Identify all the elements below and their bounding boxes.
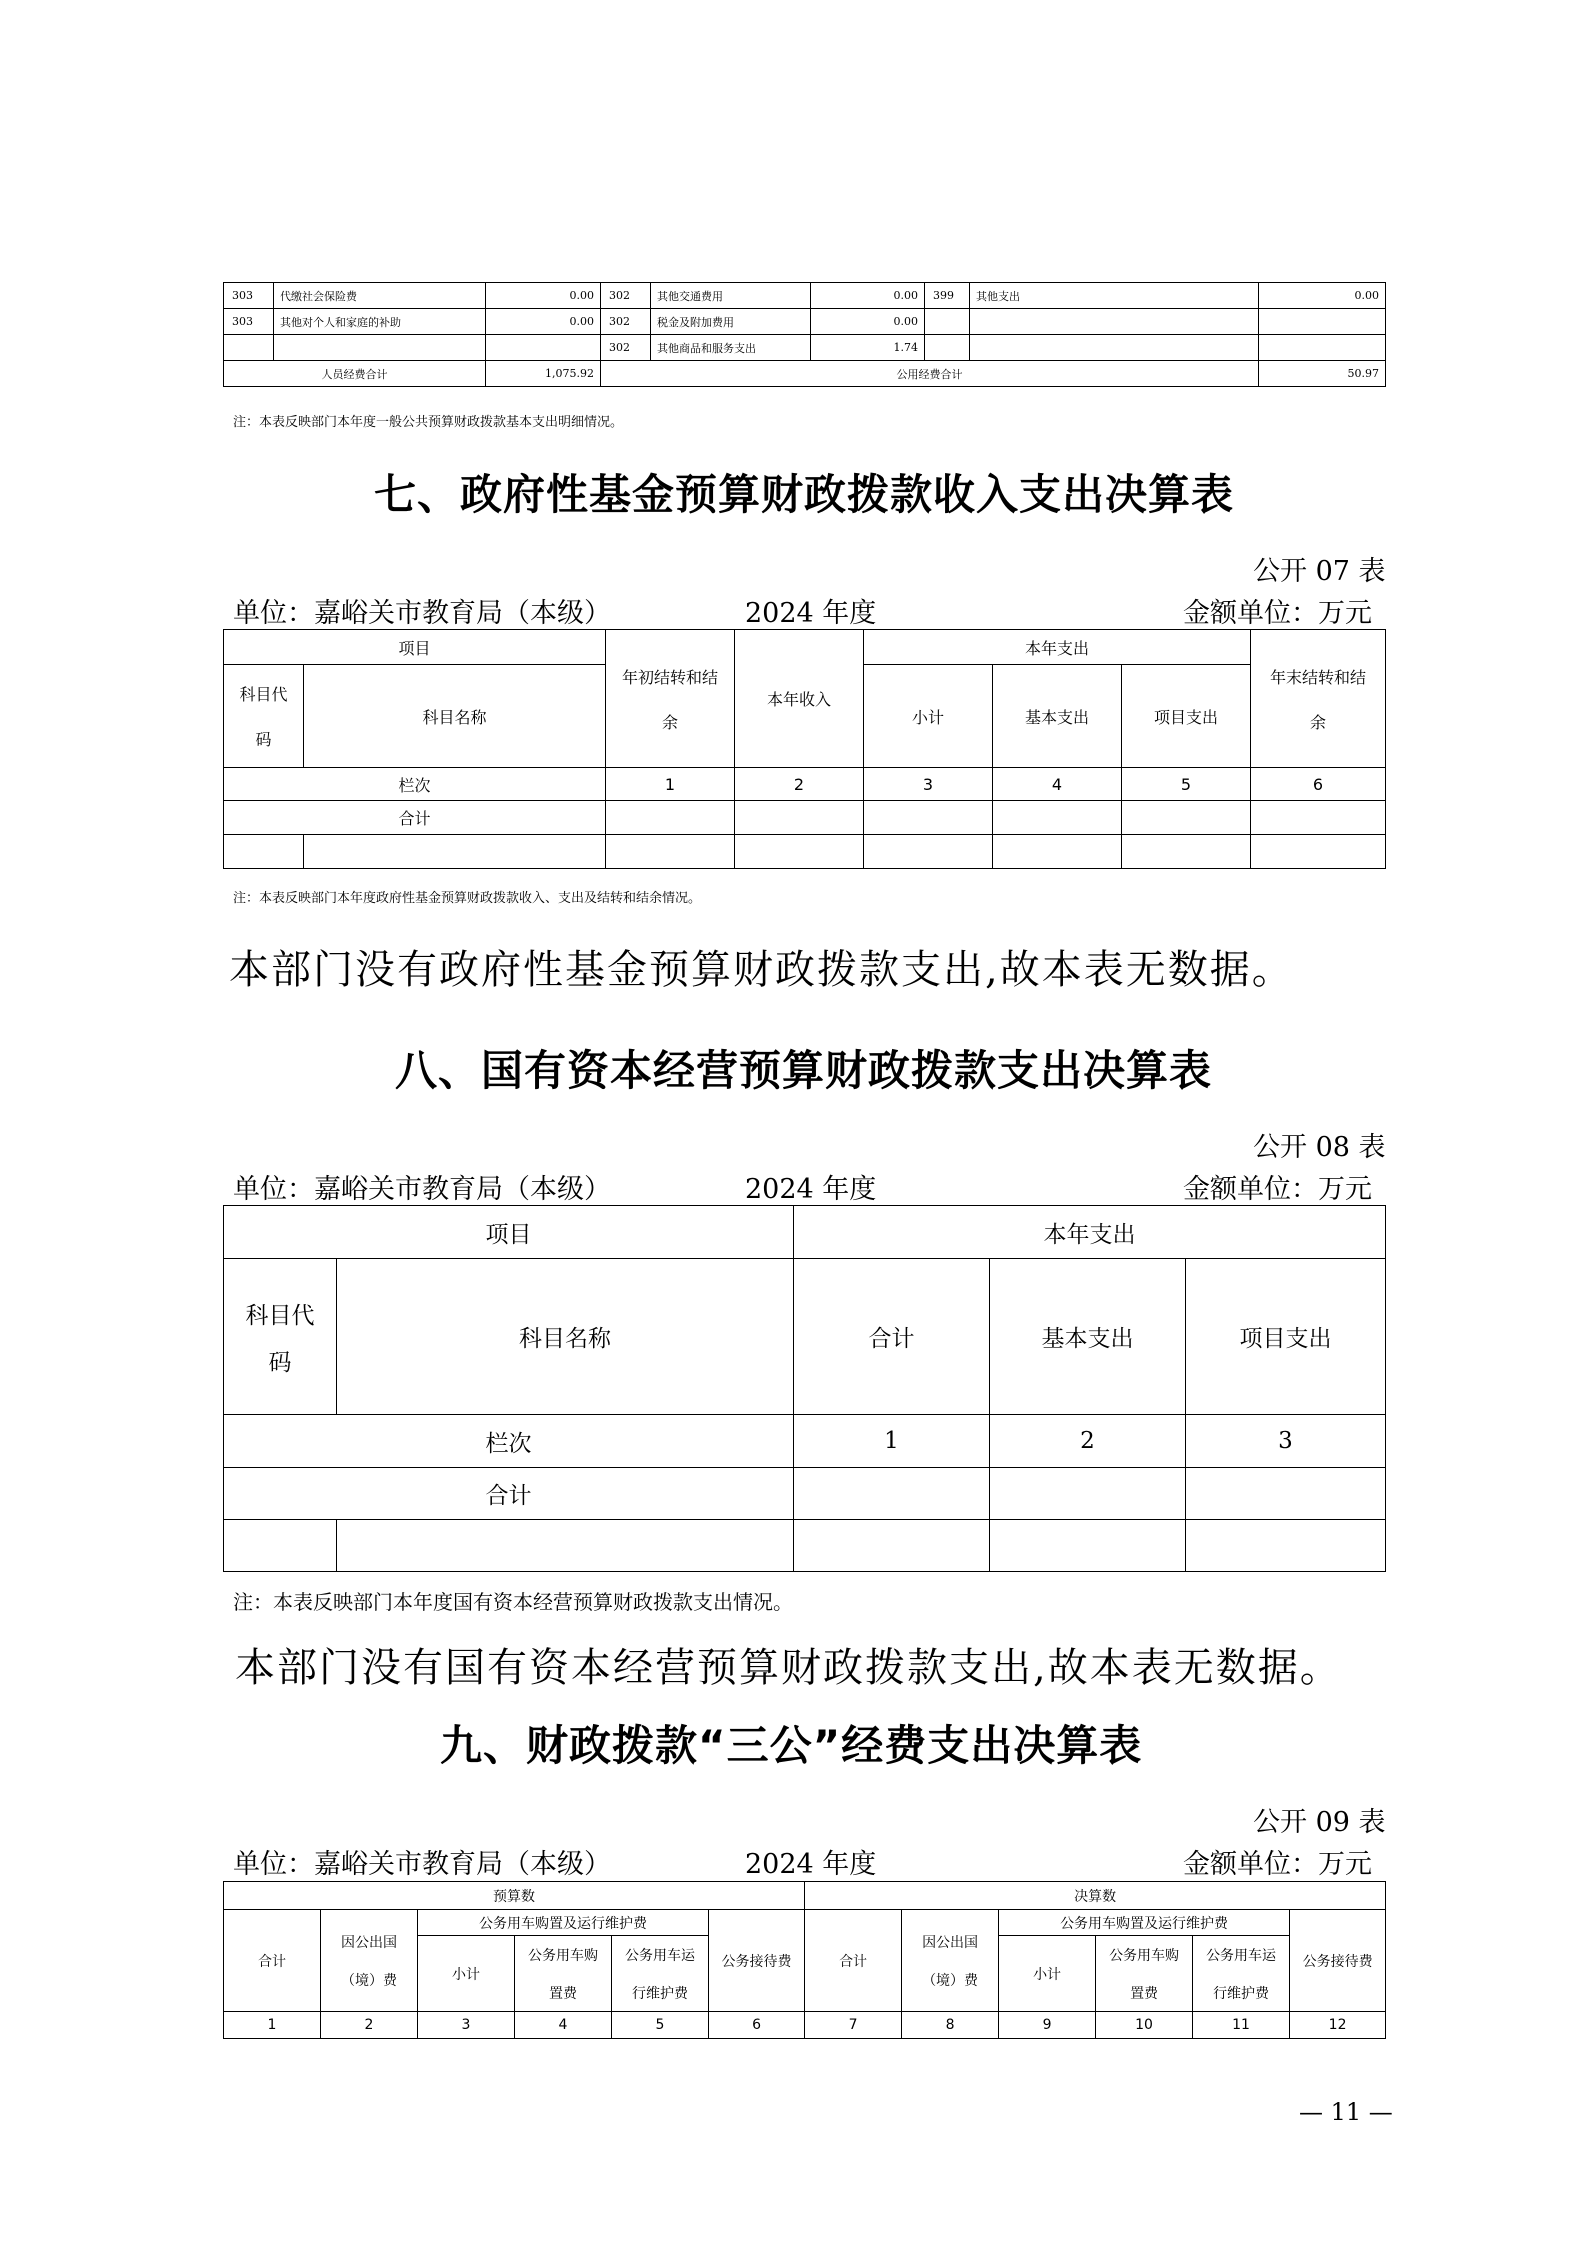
section8-no-data: 本部门没有国有资本经营预算财政拨款支出,故本表无数据。 [235, 1645, 1342, 1691]
header-actual: 决算数 [805, 1882, 1386, 1910]
section7-year: 2024 年度 [745, 598, 877, 629]
header-actual-vehicle: 公务用车购置及运行维护费 [999, 1910, 1290, 1936]
header-budget-subtotal: 小计 [418, 1936, 515, 2012]
header-actual-abroad: 因公出国 （境）费 [902, 1910, 999, 2012]
table-row [224, 1520, 1386, 1572]
personnel-total-value: 1,075.92 [486, 361, 601, 387]
header-budget-reception: 公务接待费 [709, 1910, 805, 2012]
header-budget-purchase: 公务用车购 置费 [515, 1936, 612, 2012]
table-row: 302 其他商品和服务支出 1.74 [224, 335, 1386, 361]
table-row [224, 835, 1386, 869]
section9-year: 2024 年度 [745, 1849, 877, 1880]
header-item: 项目 [224, 1206, 794, 1259]
section8-amount-unit: 金额单位：万元 [1183, 1174, 1372, 1205]
public-total-label: 公用经费合计 [601, 361, 1259, 387]
section9-table [223, 1881, 1386, 2039]
table-row: 303 其他对个人和家庭的补助 0.00 302 税金及附加费用 0.00 [224, 309, 1386, 335]
personnel-total-label: 人员经费合计 [224, 361, 486, 387]
header-name: 科目名称 [337, 1259, 794, 1415]
section9-table-no: 公开 09 表 [1253, 1807, 1386, 1838]
section8-table [223, 1205, 1386, 1572]
header-code: 科目代 码 [224, 1259, 337, 1415]
section7-amount-unit: 金额单位：万元 [1183, 598, 1372, 629]
table-row-index: 栏次 1 2 3 [224, 1415, 1386, 1468]
header-begin-balance: 年初结转和结 余 [606, 630, 735, 768]
section7-title: 七、政府性基金预算财政拨款收入支出决算表 [374, 470, 1235, 519]
table-row-index: 1 2 3 4 5 6 7 8 9 10 11 12 [224, 2012, 1386, 2039]
header-subtotal: 小计 [864, 665, 993, 768]
table-row: 303 代缴社会保险费 0.00 302 其他交通费用 0.00 399 其他支出 0.00 [224, 283, 1386, 309]
header-actual-subtotal: 小计 [999, 1936, 1096, 2012]
table-total-row: 合计 [224, 801, 1386, 835]
header-project: 项目支出 [1122, 665, 1251, 768]
header-end-balance: 年末结转和结 余 [1251, 630, 1386, 768]
section9-amount-unit: 金额单位：万元 [1183, 1849, 1372, 1880]
header-code: 科目代 码 [224, 665, 304, 768]
header-budget-total: 合计 [224, 1910, 321, 2012]
header-basic: 基本支出 [990, 1259, 1186, 1415]
table-total-row [224, 361, 1386, 387]
header-actual-total: 合计 [805, 1910, 902, 2012]
section8-unit: 单位：嘉峪关市教育局（本级） [233, 1174, 611, 1205]
section9-title: 九、财政拨款“三公”经费支出决算表 [440, 1721, 1143, 1770]
section8-title: 八、国有资本经营预算财政拨款支出决算表 [395, 1046, 1213, 1095]
header-total: 合计 [794, 1259, 990, 1415]
header-actual-reception: 公务接待费 [1290, 1910, 1386, 2012]
section7-unit: 单位：嘉峪关市教育局（本级） [233, 598, 611, 629]
header-budget: 预算数 [224, 1882, 805, 1910]
section8-table-no: 公开 08 表 [1253, 1132, 1386, 1163]
section7-note: 注：本表反映部门本年度政府性基金预算财政拨款收入、支出及结转和结余情况。 [233, 891, 702, 906]
table6-note: 注：本表反映部门本年度一般公共预算财政拨款基本支出明细情况。 [233, 415, 624, 430]
page-number: — 11 — [1299, 2098, 1393, 2126]
section7-table-no: 公开 07 表 [1253, 556, 1386, 587]
header-expense: 本年支出 [864, 630, 1251, 665]
header-basic: 基本支出 [993, 665, 1122, 768]
table-row-index: 栏次 1 2 3 4 5 6 [224, 768, 1386, 801]
public-total-value: 50.97 [1259, 361, 1386, 387]
header-name: 科目名称 [304, 665, 606, 768]
section8-note: 注：本表反映部门本年度国有资本经营预算财政拨款支出情况。 [233, 1590, 793, 1614]
header-budget-abroad: 因公出国 （境）费 [321, 1910, 418, 2012]
header-actual-purchase: 公务用车购 置费 [1096, 1936, 1193, 2012]
header-budget-vehicle: 公务用车购置及运行维护费 [418, 1910, 709, 1936]
table6-continuation [223, 282, 1386, 387]
section7-no-data: 本部门没有政府性基金预算财政拨款支出,故本表无数据。 [229, 947, 1294, 993]
header-project: 项目支出 [1186, 1259, 1386, 1415]
table-total-row: 合计 [224, 1468, 1386, 1520]
section7-table [223, 629, 1386, 869]
header-budget-run: 公务用车运 行维护费 [612, 1936, 709, 2012]
section8-year: 2024 年度 [745, 1174, 877, 1205]
header-item: 项目 [224, 630, 606, 665]
header-actual-run: 公务用车运 行维护费 [1193, 1936, 1290, 2012]
header-income: 本年收入 [735, 630, 864, 768]
header-expense: 本年支出 [794, 1206, 1386, 1259]
section9-unit: 单位：嘉峪关市教育局（本级） [233, 1849, 611, 1880]
